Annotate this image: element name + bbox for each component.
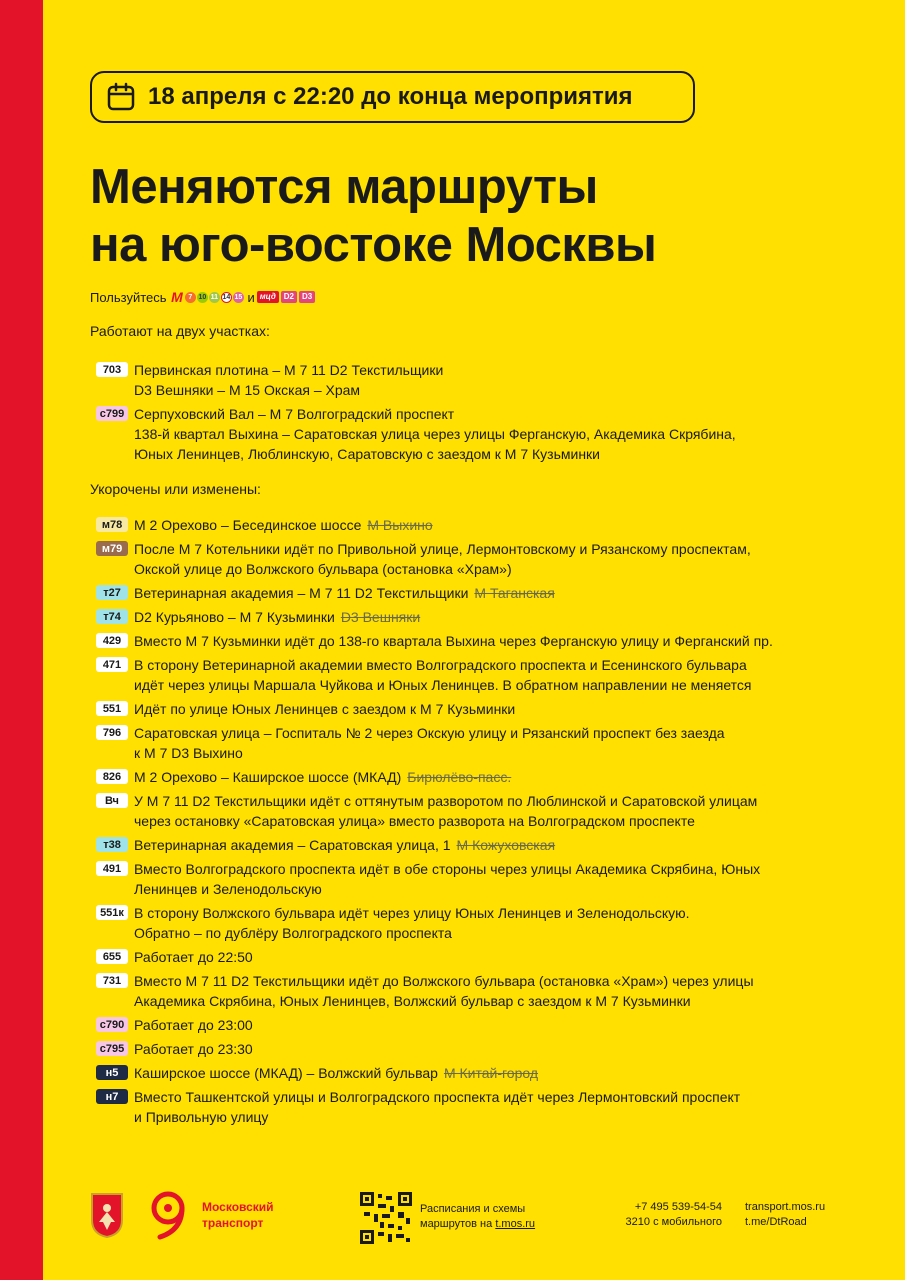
route-description (134, 1039, 884, 1059)
route-number-badge: 551к (96, 905, 128, 920)
route-number-badge: с799 (96, 406, 128, 421)
route-text: М 2 Орехово – Бесединское шоссе (134, 517, 362, 533)
route-row (96, 699, 884, 719)
route-description-line (134, 1015, 884, 1035)
brand-line-1: Московский (202, 1200, 274, 1214)
route-description-line (134, 743, 884, 763)
route-description-line (134, 791, 884, 811)
brand-name (202, 1199, 274, 1231)
route-number-badge: 731 (96, 973, 128, 988)
use-and: и (247, 289, 255, 305)
route-row (96, 1087, 884, 1127)
route-description (134, 1015, 884, 1035)
route-text: Работает до 23:30 (134, 1041, 253, 1057)
route-text: Обратно – по дублёру Волгоградского проспекта (134, 925, 452, 941)
route-description (134, 791, 884, 831)
route-text: Юных Ленинцев, Люблинскую, Саратовскую с заездом к М 7 Кузьминки (134, 446, 601, 462)
phone-number[interactable]: +7 495 539-54-54 (634, 1201, 722, 1213)
route-number-badge: т74 (96, 609, 128, 624)
route-description-line (134, 539, 884, 559)
route-description (134, 903, 884, 943)
route-description-line (134, 923, 884, 943)
use-transport-line (90, 289, 315, 305)
route-row (96, 723, 884, 763)
route-number-badge: 796 (96, 725, 128, 740)
route-row (96, 631, 884, 651)
websites (745, 1200, 825, 1230)
route-row (96, 835, 884, 855)
route-description-line (134, 1063, 884, 1083)
route-description-line (134, 903, 884, 923)
metro-line-14-icon: 14 (222, 293, 231, 301)
route-number-badge: 655 (96, 949, 128, 964)
qr-caption (420, 1202, 535, 1232)
route-text: В сторону Ветеринарной академии вместо Волгоградского проспекта и Есенинского бульвара (134, 657, 747, 673)
metro-line-15-icon: 15 (234, 293, 243, 301)
route-text: М 2 Орехово – Каширское шоссе (МКАД) (134, 769, 402, 785)
route-text: через остановку «Саратовская улица» вместо разворота на Волгоградском проспекте (134, 813, 695, 829)
route-description-line (134, 859, 884, 879)
cancelled-destination: М Таганская (474, 585, 555, 601)
route-text: Ветеринарная академия – М 7 11 D2 Текстильщики (134, 585, 469, 601)
route-row (96, 583, 884, 603)
moscow-transport-logo-icon (146, 1190, 190, 1240)
mcd-icon: мцд (257, 291, 279, 303)
route-description-line (134, 1107, 884, 1127)
route-description-line (134, 607, 884, 627)
moscow-coat-of-arms-icon (90, 1192, 124, 1238)
route-description (134, 655, 884, 695)
route-number-badge: 703 (96, 362, 128, 377)
route-number-badge: с790 (96, 1017, 128, 1032)
route-description-line (134, 631, 884, 651)
route-number-badge: Вч (96, 793, 128, 808)
route-description-line (134, 991, 884, 1011)
route-text: Ленинцев и Зеленодольскую (134, 881, 322, 897)
route-description (134, 583, 884, 603)
route-description (134, 1063, 884, 1083)
route-number-badge: с795 (96, 1041, 128, 1056)
route-description-line (134, 444, 884, 464)
route-row (96, 539, 884, 579)
route-description-line (134, 723, 884, 743)
calendar-icon (106, 82, 136, 112)
route-row (96, 607, 884, 627)
route-description (134, 971, 884, 1011)
route-number-badge: 551 (96, 701, 128, 716)
route-text: Окской улице до Волжского бульвара (остановка «Храм») (134, 561, 512, 577)
route-description-line (134, 404, 884, 424)
route-text: D2 Курьяново – М 7 Кузьминки (134, 609, 335, 625)
page-title (90, 158, 656, 274)
route-text: к М 7 D3 Выхино (134, 745, 243, 761)
route-description (134, 947, 884, 967)
route-description (134, 631, 884, 651)
section-two-parts: Работают на двух участках: (90, 323, 270, 339)
route-description (134, 699, 884, 719)
metro-line-7-icon: 7 (185, 292, 196, 303)
route-description (134, 835, 884, 855)
route-text: Вместо Ташкентской улицы и Волгоградского проспекта идёт через Лермонтовский проспект (134, 1089, 741, 1105)
route-number-badge: 826 (96, 769, 128, 784)
brand-line-2: транспорт (202, 1216, 264, 1230)
route-number-badge: н7 (96, 1089, 128, 1104)
cancelled-destination: М Китай-город (443, 1065, 539, 1081)
route-description (134, 360, 884, 400)
telegram-link[interactable]: t.me/DtRoad (745, 1216, 807, 1228)
route-text: Первинская плотина – М 7 11 D2 Текстильщики (134, 362, 444, 378)
footer (90, 1190, 850, 1250)
date-text: 18 апреля с 22:20 до конца мероприятия (148, 83, 633, 110)
route-number-badge: 471 (96, 657, 128, 672)
route-row (96, 791, 884, 831)
route-description (134, 515, 884, 535)
route-row (96, 360, 884, 400)
route-text: Серпуховский Вал – М 7 Волгоградский проспект (134, 406, 455, 422)
route-description (134, 404, 884, 464)
route-text: D3 Вешняки – М 15 Окская – Храм (134, 382, 361, 398)
route-row (96, 767, 884, 787)
route-row (96, 859, 884, 899)
route-number-badge: т38 (96, 837, 128, 852)
route-text: Ветеринарная академия – Саратовская улица, 1 (134, 837, 451, 853)
route-description-line (134, 1039, 884, 1059)
transport-site-link[interactable]: transport.mos.ru (745, 1201, 826, 1213)
cancelled-destination: D3 Вешняки (340, 609, 421, 625)
route-description-line (134, 655, 884, 675)
cancelled-destination: М Выхино (367, 517, 433, 533)
route-row (96, 1039, 884, 1059)
metro-line-10-icon: 10 (198, 293, 207, 301)
route-description-line (134, 879, 884, 899)
route-description-line (134, 971, 884, 991)
route-number-badge: т27 (96, 585, 128, 600)
route-text: идёт через улицы Маршала Чуйкова и Юных Ленинцев. В обратном направлении не меняется (134, 677, 752, 693)
route-number-badge: н5 (96, 1065, 128, 1080)
route-text: и Привольную улицу (134, 1109, 269, 1125)
route-description-line (134, 559, 884, 579)
route-text: Работает до 23:00 (134, 1017, 253, 1033)
route-row (96, 947, 884, 967)
route-text: 138-й квартал Выхина – Саратовская улица через улицы Ферганскую, Академика Скрябина, (134, 426, 736, 442)
route-row (96, 1063, 884, 1083)
route-description-line (134, 1087, 884, 1107)
phones (616, 1200, 722, 1230)
route-description (134, 539, 884, 579)
tmosru-link[interactable]: t.mos.ru (495, 1218, 536, 1230)
route-description-line (134, 811, 884, 831)
route-number-badge: 491 (96, 861, 128, 876)
route-text: Идёт по улице Юных Ленинцев с заездом к М 7 Кузьминки (134, 701, 516, 717)
route-row (96, 1015, 884, 1035)
qr-code-icon[interactable] (360, 1192, 412, 1244)
route-text: Вместо Волгоградского проспекта идёт в обе стороны через улицы Академика Скрябина, Юных (134, 861, 761, 877)
qr-caption-line-1: Расписания и схемы (420, 1203, 526, 1215)
route-text: Каширское шоссе (МКАД) – Волжский бульвар (134, 1065, 438, 1081)
page-title-line-2: на юго-востоке Москвы (90, 218, 657, 272)
route-description (134, 607, 884, 627)
route-number-badge: 429 (96, 633, 128, 648)
route-description-line (134, 424, 884, 444)
cancelled-destination: Бирюлёво-пасс. (407, 769, 512, 785)
route-description (134, 767, 884, 787)
section-shortened: Укорочены или изменены: (90, 481, 261, 497)
route-text: В сторону Волжского бульвара идёт через улицу Юных Ленинцев и Зеленодольскую. (134, 905, 690, 921)
route-description-line (134, 835, 884, 855)
route-row (96, 655, 884, 695)
route-description (134, 1087, 884, 1127)
route-description-line (134, 947, 884, 967)
route-text: Академика Скрябина, Юных Ленинцев, Волжский бульвар с заездом к М 7 Кузьминки (134, 993, 691, 1009)
qr-caption-line-2: маршрутов на (420, 1218, 493, 1230)
route-number-badge: м78 (96, 517, 128, 532)
route-number-badge: м79 (96, 541, 128, 556)
route-description-line (134, 380, 884, 400)
route-row (96, 515, 884, 535)
route-description-line (134, 699, 884, 719)
route-description-line (134, 583, 884, 603)
date-banner (90, 71, 695, 123)
route-text: Вместо М 7 11 D2 Текстильщики идёт до Волжского бульвара (остановка «Храм») через улицы (134, 973, 754, 989)
mobile-short-number: 3210 с мобильного (625, 1216, 722, 1228)
route-text: Саратовская улица – Госпиталь № 2 через Окскую улицу и Рязанский проспект без заезда (134, 725, 725, 741)
route-row (96, 903, 884, 943)
route-description-line (134, 675, 884, 695)
route-description (134, 723, 884, 763)
route-text: Работает до 22:50 (134, 949, 253, 965)
route-description-line (134, 360, 884, 380)
route-description-line (134, 515, 884, 535)
red-side-strip (0, 0, 43, 1280)
route-description (134, 859, 884, 899)
metro-icon: М (171, 289, 183, 305)
metro-line-11-icon: 11 (210, 293, 219, 301)
route-text: У М 7 11 D2 Текстильщики идёт с оттянутым разворотом по Люблинской и Саратовской улицам (134, 793, 758, 809)
route-row (96, 971, 884, 1011)
use-prefix: Пользуйтесь (90, 289, 167, 305)
route-text: После М 7 Котельники идёт по Привольной улице, Лермонтовскому и Рязанскому проспектам, (134, 541, 751, 557)
d3-line-icon: D3 (299, 291, 315, 303)
route-row (96, 404, 884, 464)
cancelled-destination: М Кожуховская (456, 837, 556, 853)
route-text: Вместо М 7 Кузьминки идёт до 138-го квартала Выхина через Ферганскую улицу и Ферганский пр. (134, 633, 773, 649)
d2-line-icon: D2 (281, 291, 297, 303)
page-title-line-1: Меняются маршруты (90, 160, 598, 214)
route-description-line (134, 767, 884, 787)
